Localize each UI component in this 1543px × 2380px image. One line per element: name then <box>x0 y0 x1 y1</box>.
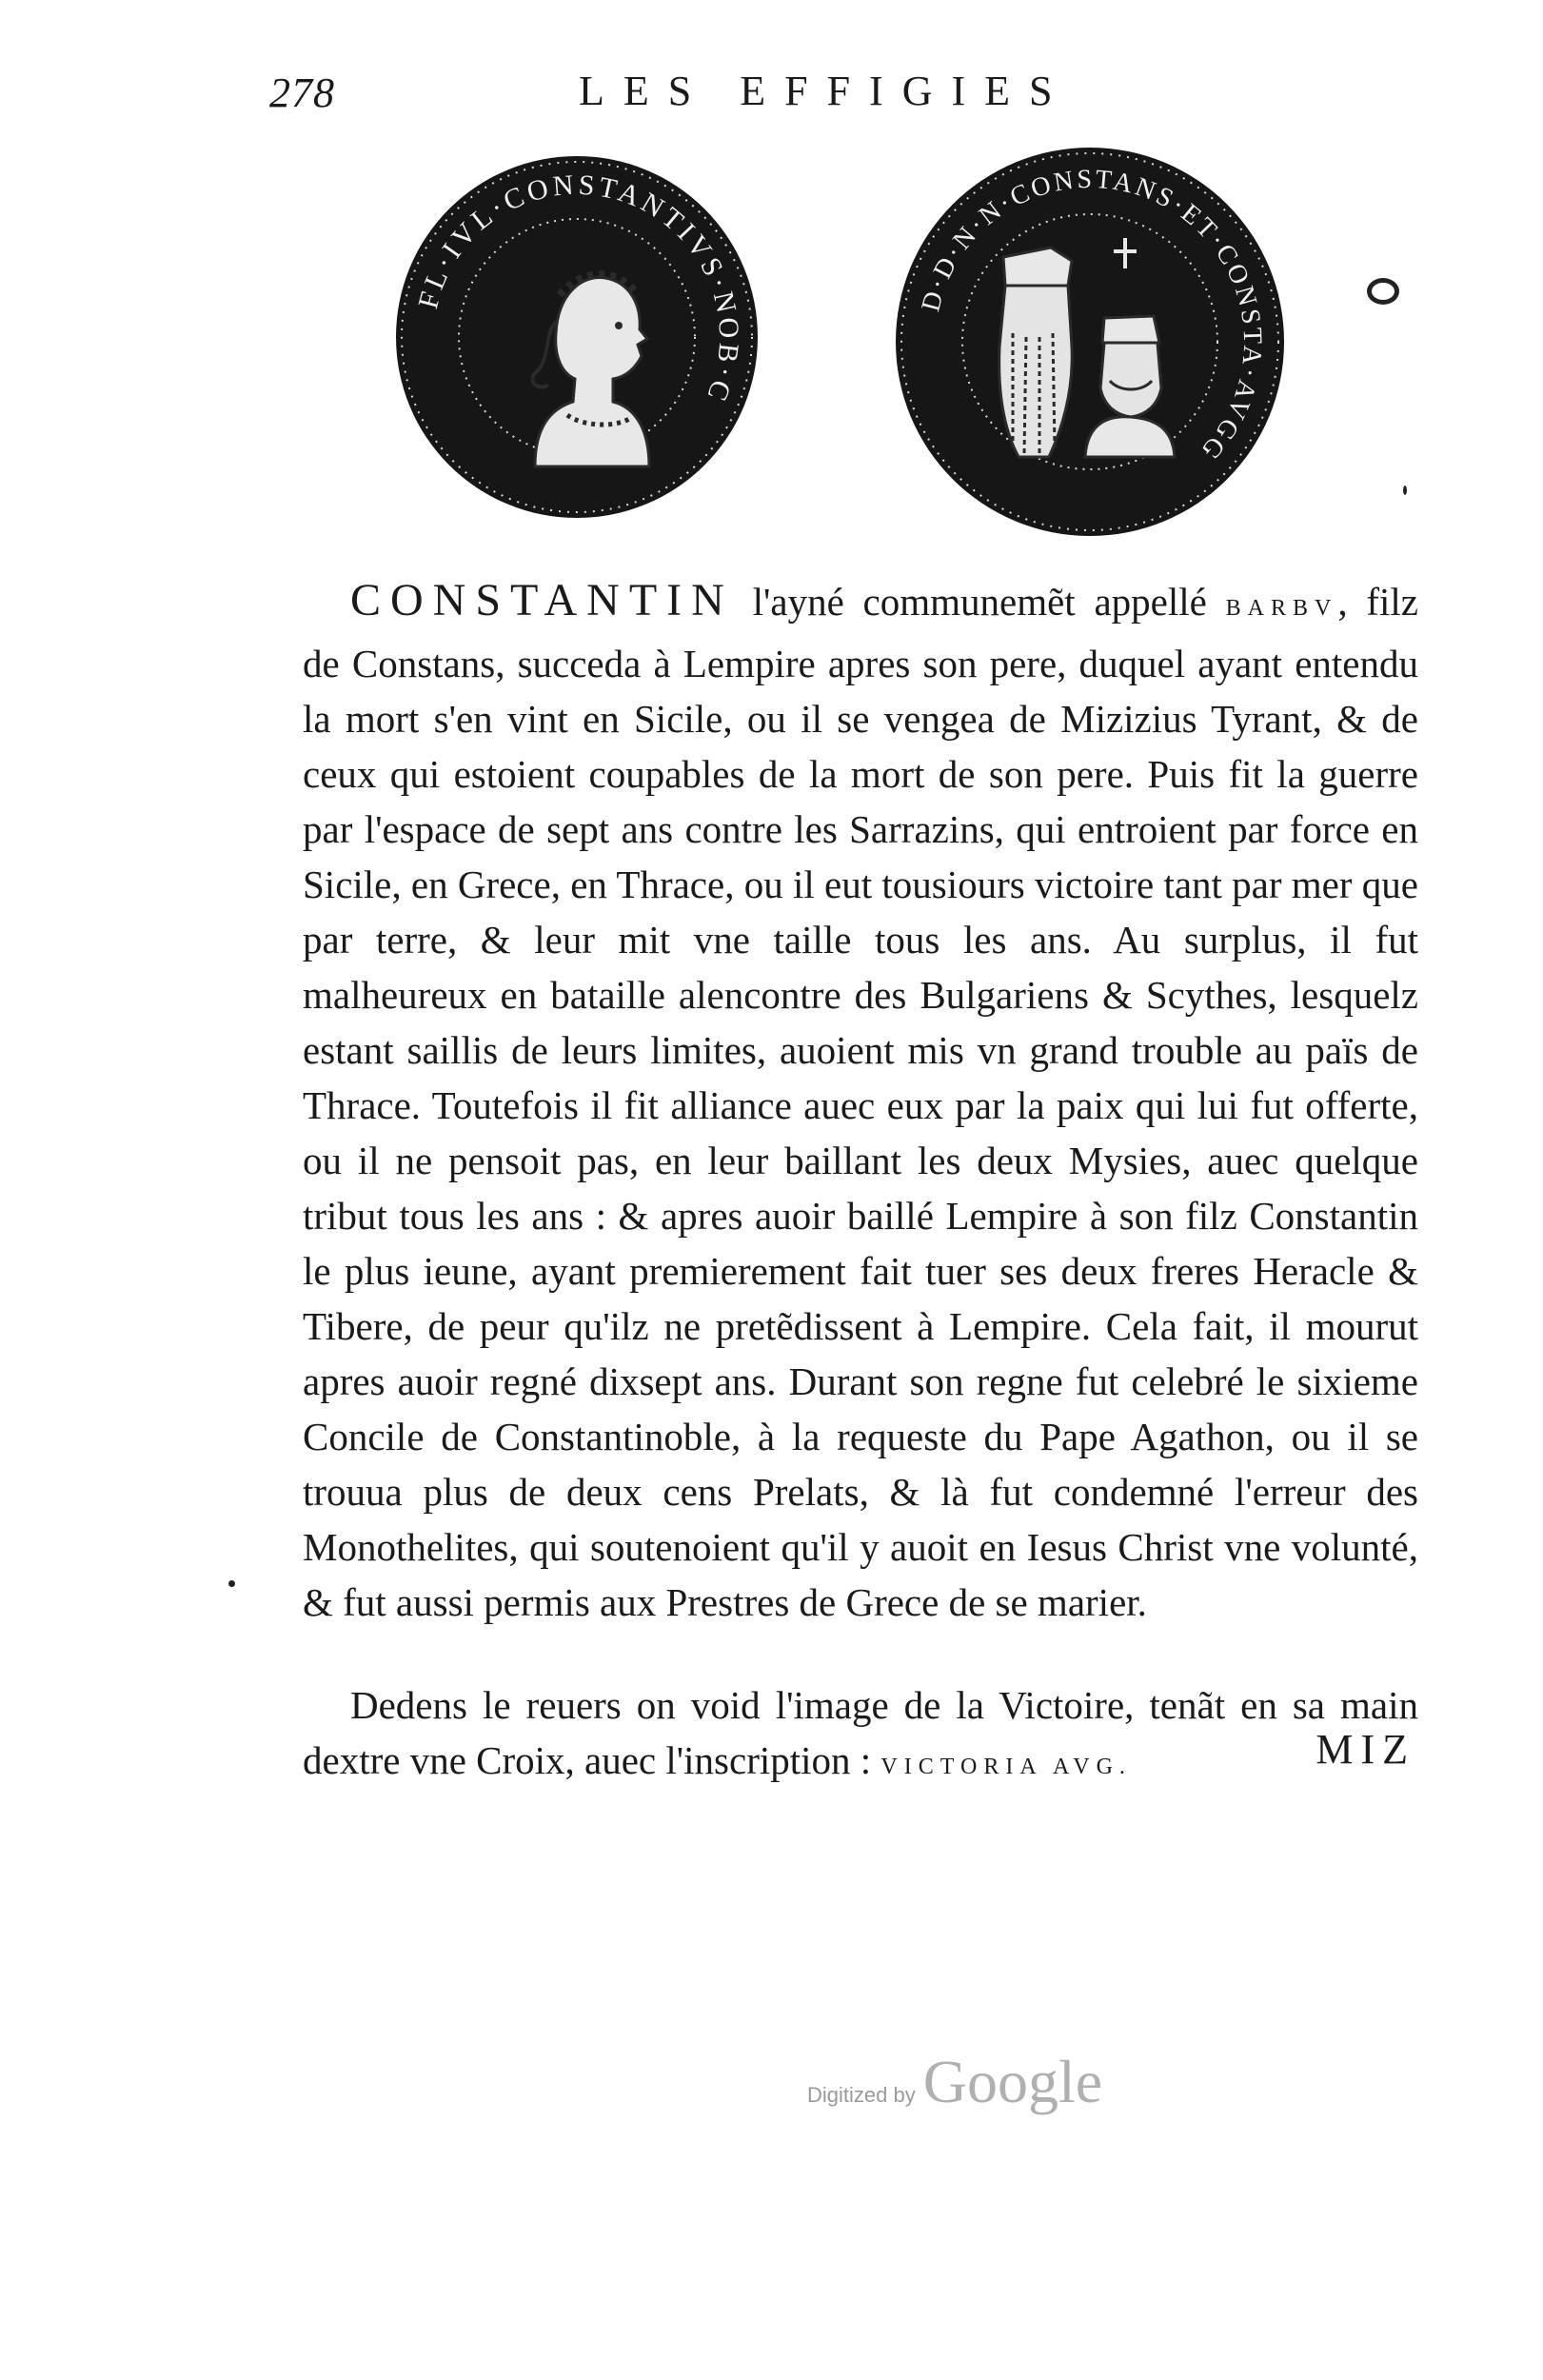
page-number: 278 <box>269 69 335 116</box>
digitized-by-label: Digitized by <box>807 2083 916 2107</box>
google-logo: Google <box>922 2048 1103 2115</box>
catchword: MIZ <box>1316 1726 1415 1773</box>
digitized-by-watermark <box>807 2047 1102 2117</box>
scan-speck <box>1367 278 1399 305</box>
scan-speck <box>1403 486 1407 495</box>
paragraph-reverse <box>303 1677 1418 1795</box>
left-medal-legend: FL·IVL·CONSTANTIVS·NOB·C <box>412 169 745 408</box>
medal-constantius <box>392 152 762 522</box>
inscription: VICTORIA AVG. <box>880 1755 1132 1779</box>
running-head: LES EFFIGIES <box>579 68 1072 114</box>
lead-continuation: l'ayné communemẽt appellé <box>733 580 1226 624</box>
lead-name: CONSTANTIN <box>350 575 734 625</box>
scan-speck <box>228 1580 235 1587</box>
paragraph-main <box>303 573 1418 1630</box>
medal-constans-et-constantinus <box>891 143 1289 541</box>
right-medal-legend: D·D·N·N·CONSTANS·ET·CONSTA·AVGG <box>916 164 1268 467</box>
reverse-text: Dedens le reuers on void l'image de la Victoire, tenãt en sa main dextre vne Croix, auec l'inscription : <box>303 1683 1418 1782</box>
epithet-barbu: BARBV <box>1225 596 1338 621</box>
body-text <box>303 573 1418 1795</box>
main-text: , filz de Constans, succeda à Lempire apres son pere, duquel ayant entendu la mort s'en vint en Sicile, ou il se vengea de Mizizius Tyrant, & de ceux qui estoient coupables de la mort de son pere. Puis fit la guerre par l'espace de sept ans contre les Sarrazins, qui entroient par force en Sicile, en Grece, en Thrace, ou il eut tousiours victoire tant par mer que par terre, & leur mit vne taille tous les ans. Au surplus, il fut malheureux en bataille alencontre des Bulgariens & Scythes, lesquelz estant saillis de leurs limites, auoient mis vn grand trouble au païs de Thrace. Toutefois il fit alliance auec eux par la paix qui lui fut offerte, ou il ne pensoit pas, en leur baillant les deux Mysies, auec quelque tribut tous les ans : & apres auoir baillé Lempire à son filz Constantin le plus ieune, ayant premierement fait tuer ses deux freres Heracle & Tibere, de peur qu'ilz ne pretẽdissent à Lempire. Cela fait, il mourut apres auoir regné dixsept ans. Durant son regne fut celebré le sixieme Concile de Constantinoble, à la requeste du Pape Agathon, ou il se trouua plus de deux cens Prelats, & là fut condemné l'erreur des Monothelites, qui soutenoient qu'il y auoit en Iesus Christ vne volunté, & fut aussi permis aux Prestres de Grece de se marier. <box>303 580 1418 1624</box>
